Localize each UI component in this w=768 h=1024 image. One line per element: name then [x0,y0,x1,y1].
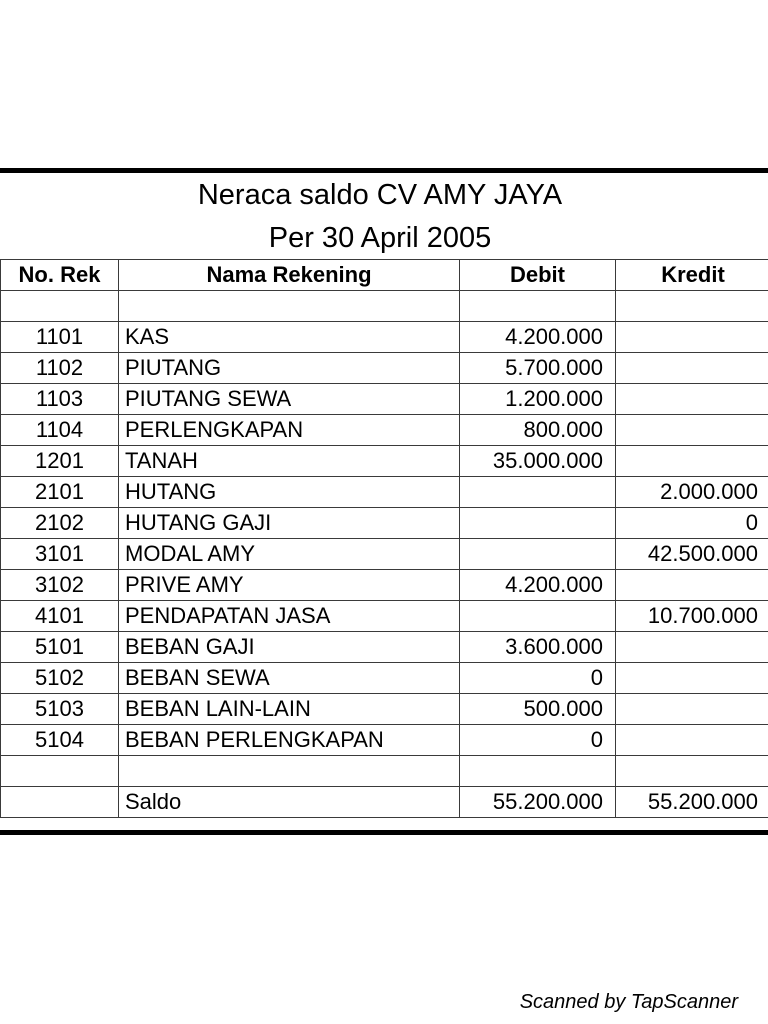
kredit-amount: 42.500.000 [616,539,768,570]
table-row [1,415,768,446]
account-number: 1102 [1,353,119,384]
kredit-amount [616,415,768,446]
account-number: 1103 [1,384,119,415]
table-cell-empty [616,291,768,322]
table-cell-empty [460,756,616,787]
debit-amount: 800.000 [460,415,616,446]
debit-amount [460,508,616,539]
header-no-rek: No. Rek [1,260,119,291]
bottom-rule [0,830,768,835]
account-number: 5102 [1,663,119,694]
header-debit: Debit [460,260,616,291]
kredit-amount [616,663,768,694]
table-row [1,725,768,756]
account-name: BEBAN SEWA [119,663,460,694]
account-name: PIUTANG [119,353,460,384]
table-cell-empty [1,291,119,322]
header-kredit: Kredit [616,260,768,291]
total-debit: 55.200.000 [460,787,616,818]
document-subtitle-date: Per 30 April 2005 [268,222,492,254]
table-row [1,601,768,632]
table-row [1,322,768,353]
table-cell-empty [119,291,460,322]
table-row [1,570,768,601]
table-cell-empty [616,756,768,787]
table-cell-empty [1,756,119,787]
account-name: BEBAN PERLENGKAPAN [119,725,460,756]
account-number: 3101 [1,539,119,570]
table-row [1,477,768,508]
debit-amount: 4.200.000 [460,322,616,353]
header-nama-rekening: Nama Rekening [119,260,460,291]
kredit-amount [616,384,768,415]
account-number: 5103 [1,694,119,725]
kredit-amount [616,694,768,725]
kredit-amount: 0 [616,508,768,539]
total-no-cell [1,787,119,818]
kredit-amount [616,725,768,756]
account-name: MODAL AMY [119,539,460,570]
kredit-amount [616,353,768,384]
account-number: 2101 [1,477,119,508]
table-row [1,508,768,539]
account-number: 2102 [1,508,119,539]
debit-amount: 3.600.000 [460,632,616,663]
account-number: 1104 [1,415,119,446]
debit-amount: 5.700.000 [460,353,616,384]
debit-amount: 4.200.000 [460,570,616,601]
account-name: TANAH [119,446,460,477]
kredit-amount [616,632,768,663]
kredit-amount [616,446,768,477]
table-cell-empty [460,291,616,322]
debit-amount [460,539,616,570]
account-name: BEBAN LAIN-LAIN [119,694,460,725]
kredit-amount: 10.700.000 [616,601,768,632]
debit-amount: 0 [460,725,616,756]
blank-row [1,756,768,787]
debit-amount: 1.200.000 [460,384,616,415]
table-row [1,632,768,663]
account-number: 3102 [1,570,119,601]
table-body [1,291,768,756]
blank-row [1,291,768,322]
table-row [1,446,768,477]
table-row [1,384,768,415]
account-name: BEBAN GAJI [119,632,460,663]
trial-balance-table [0,259,768,818]
account-number: 1201 [1,446,119,477]
account-number: 1101 [1,322,119,353]
table-row [1,694,768,725]
account-name: HUTANG [119,477,460,508]
kredit-amount [616,570,768,601]
account-name: KAS [119,322,460,353]
top-rule [0,168,768,173]
scanner-watermark: Scanned by TapScanner [519,991,738,1013]
table-cell-empty [119,756,460,787]
debit-amount: 500.000 [460,694,616,725]
account-number: 5101 [1,632,119,663]
total-row [1,787,768,818]
document-title: Neraca saldo CV AMY JAYA [197,179,563,211]
account-number: 5104 [1,725,119,756]
debit-amount [460,601,616,632]
account-number: 4101 [1,601,119,632]
kredit-amount [616,322,768,353]
debit-amount [460,477,616,508]
debit-amount: 35.000.000 [460,446,616,477]
kredit-amount: 2.000.000 [616,477,768,508]
account-name: PERLENGKAPAN [119,415,460,446]
table-row [1,353,768,384]
total-label: Saldo [119,787,460,818]
total-kredit: 55.200.000 [616,787,768,818]
table-row [1,663,768,694]
account-name: PENDAPATAN JASA [119,601,460,632]
account-name: HUTANG GAJI [119,508,460,539]
account-name: PRIVE AMY [119,570,460,601]
table-row [1,539,768,570]
table-header-row [1,260,768,291]
debit-amount: 0 [460,663,616,694]
account-name: PIUTANG SEWA [119,384,460,415]
